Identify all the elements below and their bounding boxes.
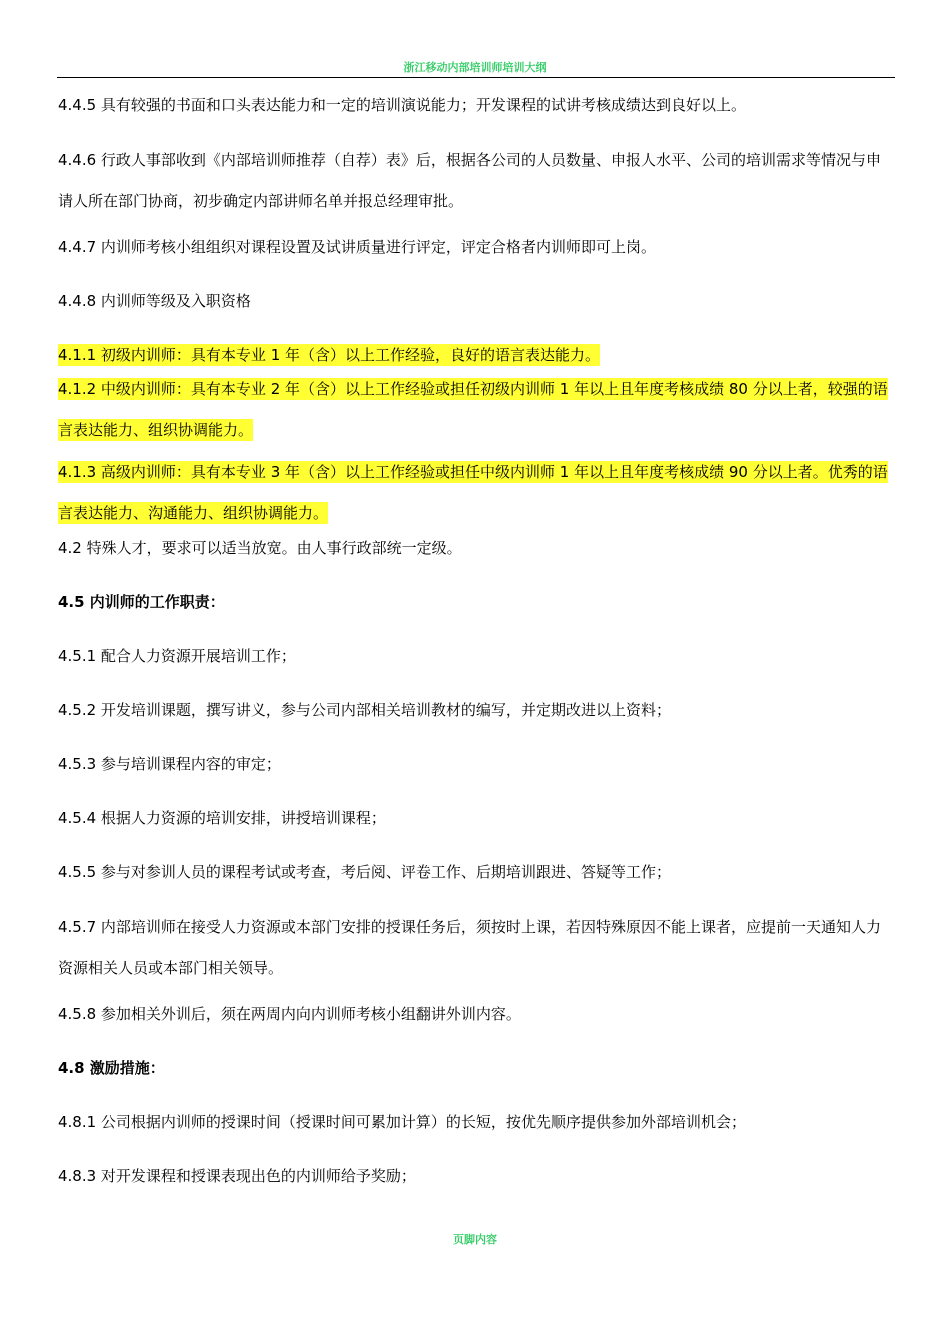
clause-4-8-3: 4.8.3 对开发课程和授课表现出色的内训师给予奖励； bbox=[58, 1167, 416, 1185]
clause-4-1-3 bbox=[58, 452, 895, 534]
clause-4-1-2 bbox=[58, 369, 895, 451]
highlighted-text: 4.1.1 初级内训师：具有本专业 1 年（含）以上工作经验，良好的语言表达能力。 bbox=[58, 346, 601, 364]
clause-4-5-2: 4.5.2 开发培训课题，撰写讲义，参与公司内部相关培训教材的编写，并定期改进以上资料； bbox=[58, 701, 671, 719]
clause-4-5-5: 4.5.5 参与对参训人员的课程考试或考查，考后阅、评卷工作、后期培训跟进、答疑等工作； bbox=[58, 863, 671, 881]
clause-4-5-8: 4.5.8 参加相关外训后，须在两周内向内训师考核小组翻讲外训内容。 bbox=[58, 1005, 521, 1023]
section-heading-4-5: 4.5 内训师的工作职责： bbox=[58, 593, 225, 611]
clause-4-5-7: 4.5.7 内部培训师在接受人力资源或本部门安排的授课任务后，须按时上课，若因特殊原因不能上课者，应提前一天通知人力资源相关人员或本部门相关领导。 bbox=[58, 918, 881, 977]
clause-4-4-6: 4.4.6 行政人事部收到《内部培训师推荐（自荐）表》后，根据各公司的人员数量、申报人水平、公司的培训需求等情况与申请人所在部门协商，初步确定内部讲师名单并报总经理审批。 bbox=[58, 151, 881, 210]
clause-4-8-1: 4.8.1 公司根据内训师的授课时间（授课时间可累加计算）的长短，按优先顺序提供参加外部培训机会； bbox=[58, 1113, 746, 1131]
clause-4-5-1: 4.5.1 配合人力资源开展培训工作； bbox=[58, 647, 296, 665]
section-heading-4-8: 4.8 激励措施： bbox=[58, 1059, 165, 1077]
clause-4-5-4: 4.5.4 根据人力资源的培训安排，讲授培训课程； bbox=[58, 809, 386, 827]
clause-4-1-1 bbox=[58, 344, 895, 367]
clause-4-4-7: 4.4.7 内训师考核小组组织对课程设置及试讲质量进行评定，评定合格者内训师即可上岗。 bbox=[58, 238, 656, 256]
clause-4-4-8: 4.4.8 内训师等级及入职资格 bbox=[58, 292, 251, 310]
clause-4-5-3: 4.5.3 参与培训课程内容的审定； bbox=[58, 755, 281, 773]
clause-4-4-5: 4.4.5 具有较强的书面和口头表达能力和一定的培训演说能力；开发课程的试讲考核成绩达到良好以上。 bbox=[58, 96, 746, 114]
document-body bbox=[58, 94, 895, 1188]
page-footer: 页脚内容 bbox=[453, 1233, 497, 1246]
header-divider bbox=[57, 77, 895, 78]
highlighted-text: 4.1.2 中级内训师：具有本专业 2 年（含）以上工作经验或担任初级内训师 1 年以上且年度考核成绩 80 分以上者，较强的语言表达能力、组织协调能力。 bbox=[58, 380, 888, 439]
page-header: 浙江移动内部培训师培训大纲 bbox=[403, 61, 547, 74]
highlighted-text: 4.1.3 高级内训师：具有本专业 3 年（含）以上工作经验或担任中级内训师 1 年以上且年度考核成绩 90 分以上者。优秀的语言表达能力、沟通能力、组织协调能力。 bbox=[58, 463, 888, 522]
clause-4-2: 4.2 特殊人才，要求可以适当放宽。由人事行政部统一定级。 bbox=[58, 539, 462, 557]
